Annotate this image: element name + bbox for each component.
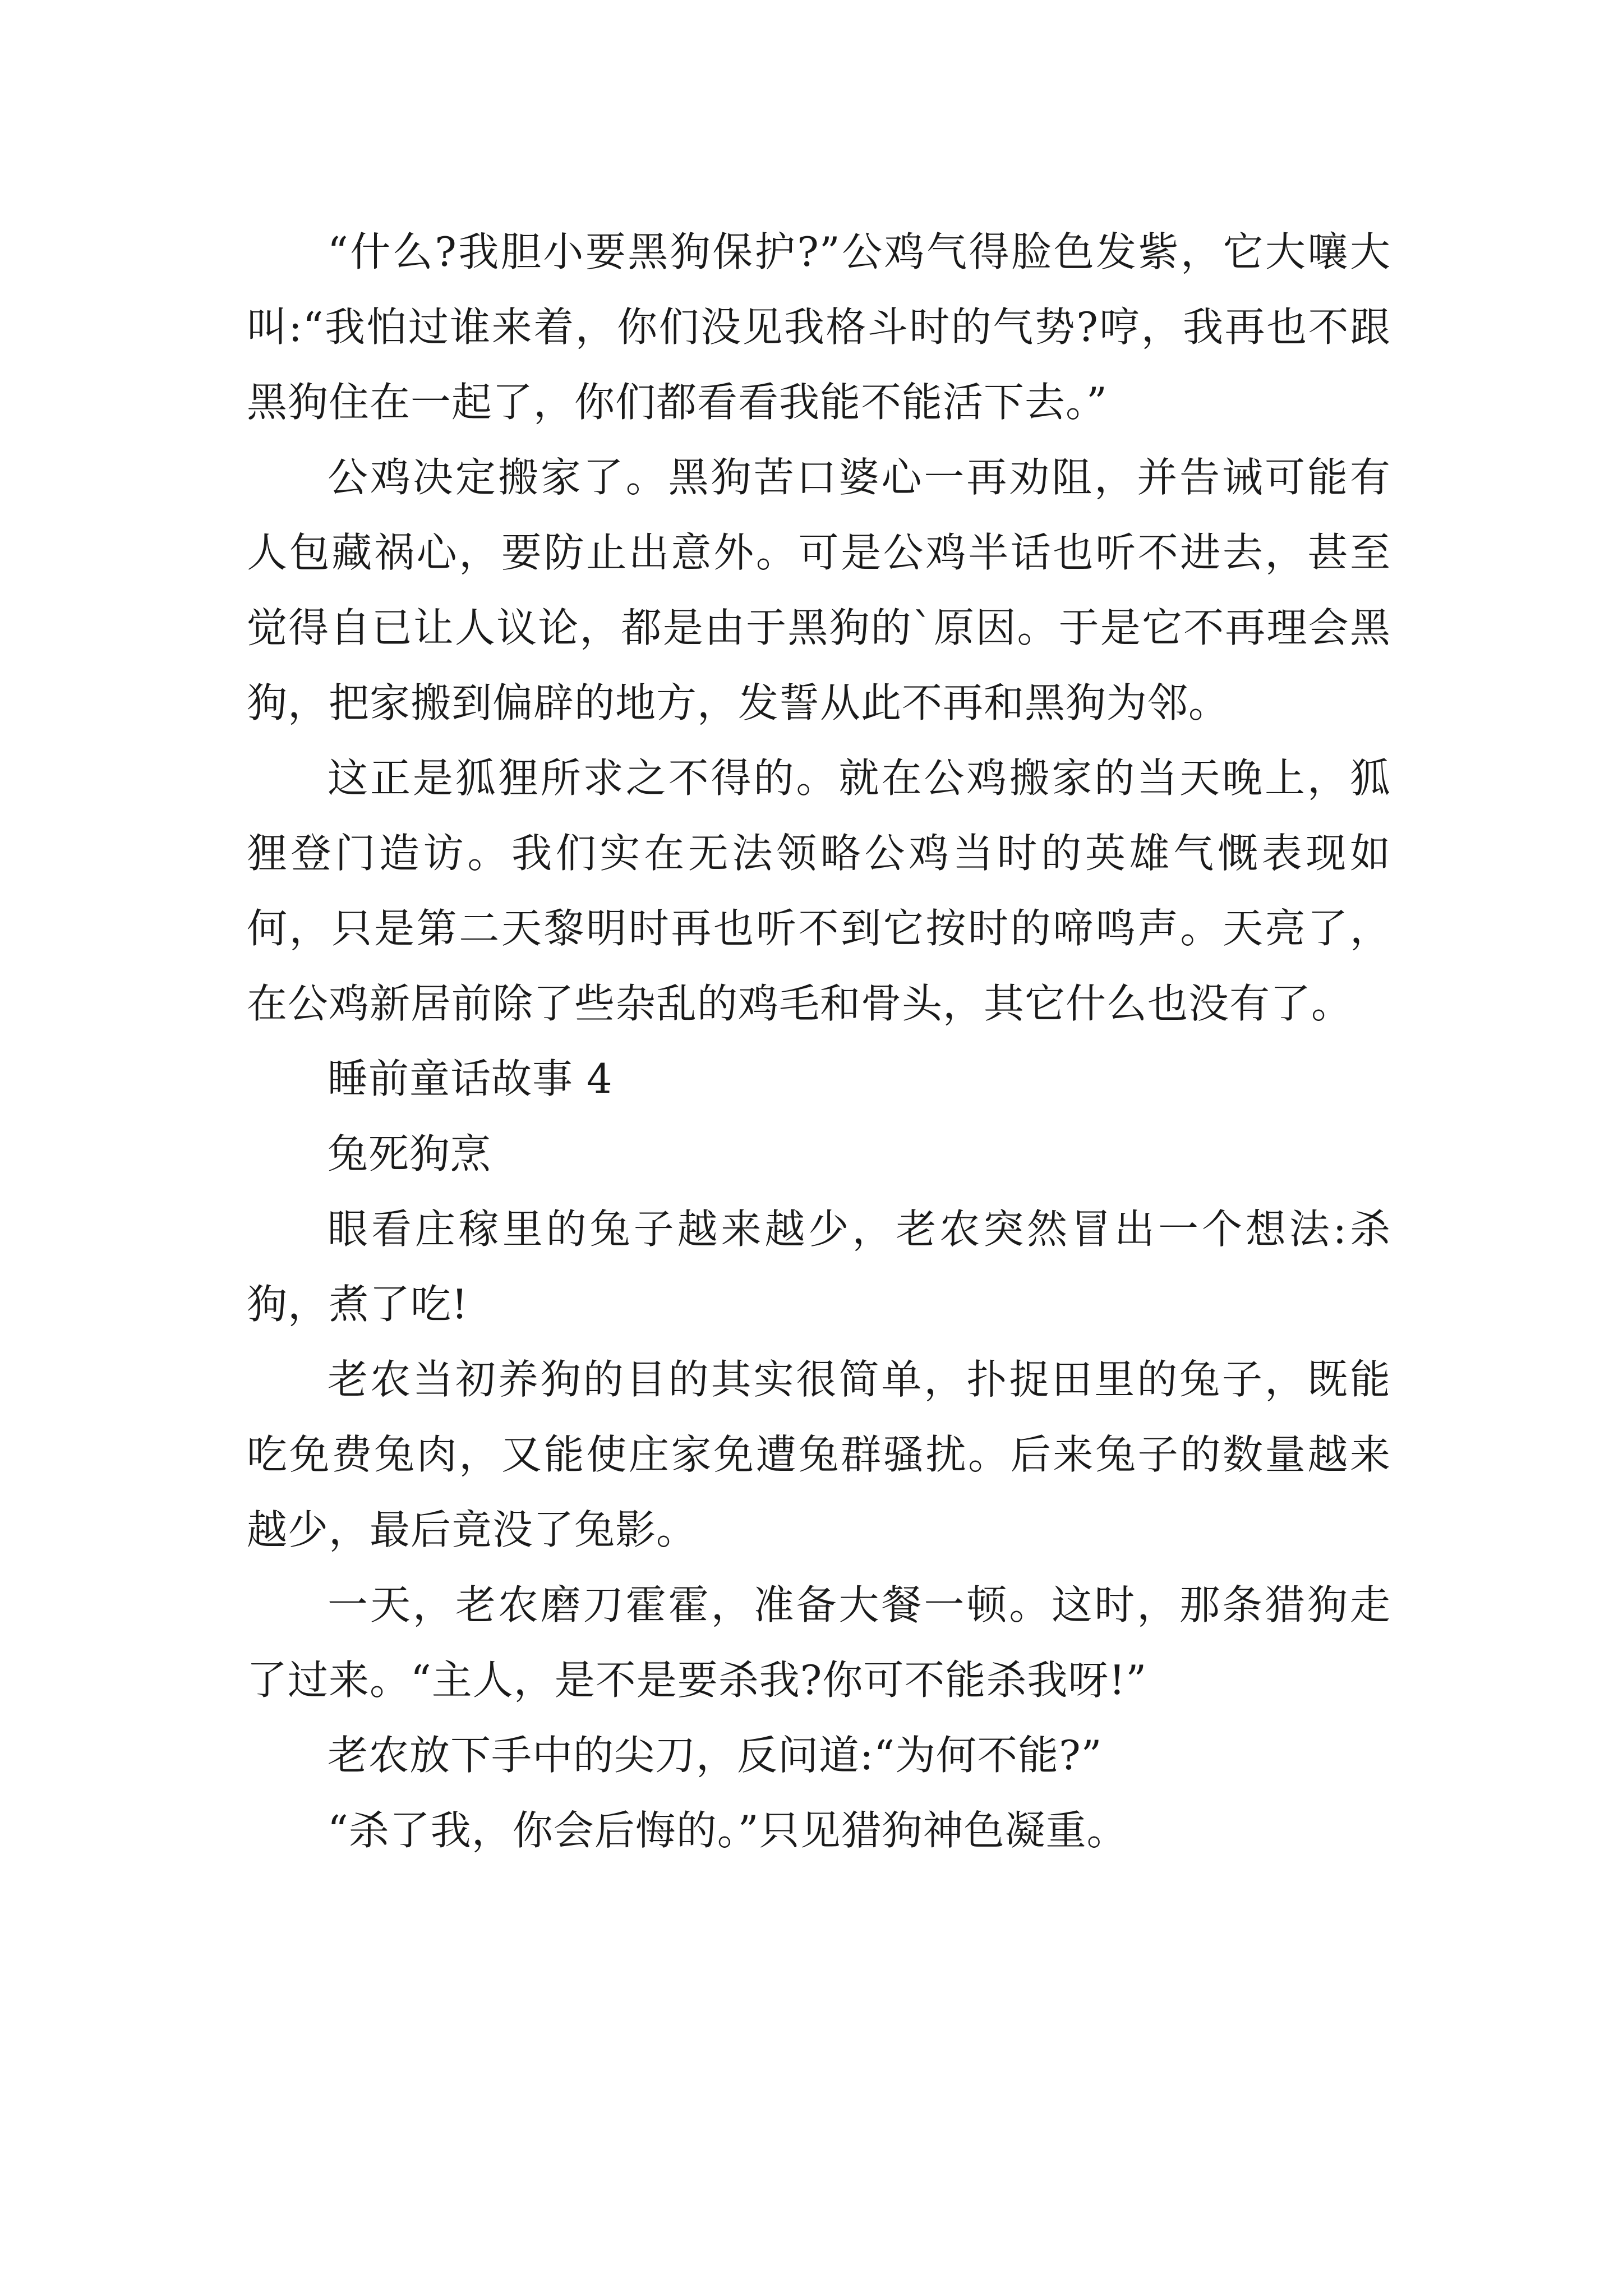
paragraph-rooster-moves: 公鸡决定搬家了。黑狗苦口婆心一再劝阻，并告诫可能有人包藏祸心，要防止出意外。可是公鸡半话也听不进去，甚至觉得自已让人议论，都是由于黑狗的`原因。于是它不再理会黑狗，把家搬到偏辟的地方，发誓从此不再和黑狗为邻。: [247, 454, 1391, 726]
document-body: [247, 214, 1391, 1868]
paragraph-farmer-asks: 老农放下手中的尖刀，反问道:“为何不能?”: [328, 1732, 1103, 1779]
paragraph-farmer-idea: 眼看庄稼里的兔子越来越少，老农突然冒出一个想法:杀狗，煮了吃!: [247, 1205, 1391, 1328]
paragraph-rooster-angry: “什么?我胆小要黑狗保护?”公鸡气得脸色发紫，它大嚷大叫:“我怕过谁来着，你们没见我格斗时的气势?哼，我再也不跟黑狗住在一起了，你们都看看我能不能活下去。”: [247, 228, 1391, 426]
paragraph-dog-purpose: 老农当初养狗的目的其实很简单，扑捉田里的兔子，既能吃免费兔肉，又能使庄家免遭兔群骚扰。后来兔子的数量越来越少，最后竟没了兔影。: [247, 1356, 1391, 1553]
story-number-heading: 睡前童话故事 4: [328, 1055, 613, 1102]
paragraph-dog-warns: “杀了我，你会后悔的。”只见猎狗神色凝重。: [328, 1807, 1128, 1854]
story-title: 兔死狗烹: [328, 1130, 492, 1177]
paragraph-fox-visits: 这正是狐狸所求之不得的。就在公鸡搬家的当天晚上，狐狸登门造访。我们实在无法领略公鸡当时的英雄气慨表现如何，只是第二天黎明时再也听不到它按时的啼鸣声。天亮了，在公鸡新居前除了些杂乱的鸡毛和骨头，其它什么也没有了。: [247, 754, 1391, 1027]
paragraph-sharpening-knife: 一天，老农磨刀霍霍，准备大餐一顿。这时，那条猎狗走了过来。“主人，是不是要杀我?你可不能杀我呀!”: [247, 1581, 1391, 1704]
